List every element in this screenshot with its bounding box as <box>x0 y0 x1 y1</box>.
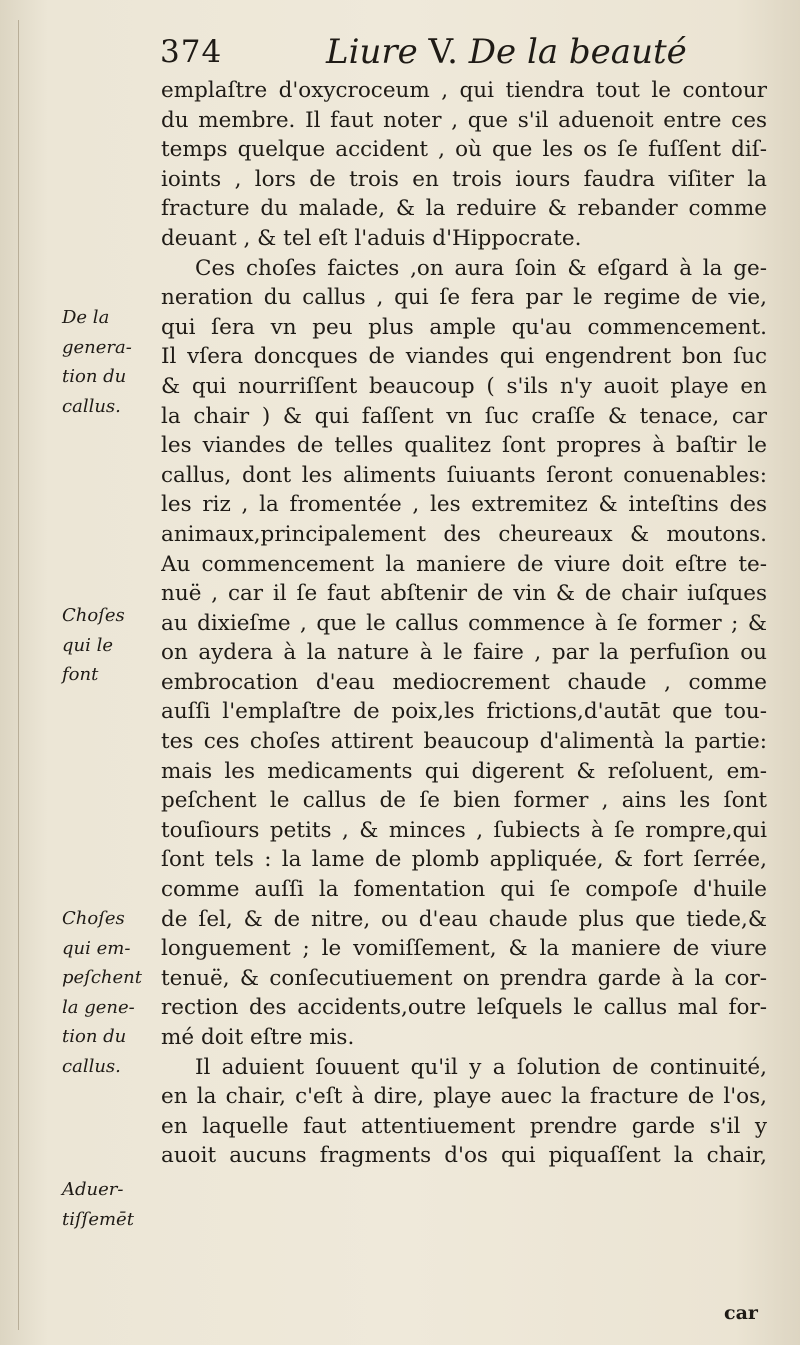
text-line: Au commencement la maniere de viure doit eſtre te- <box>161 551 767 577</box>
text-line: Ces choſes faictes ,on aura ſoin & eſgard à la ge- <box>195 255 767 281</box>
page-number: 374 <box>160 34 223 70</box>
marginal-line: qui em- <box>62 937 131 959</box>
marginal-line: Choſes <box>62 605 125 626</box>
text-line: longuement ; le vomiſſement, & la maniere de viure <box>161 936 767 962</box>
text-line: emplaſtre d'oxycroceum , qui tiendra tout le contour <box>161 78 767 103</box>
text-line: qui ſera vn peu plus ample qu'au commencement. <box>161 314 767 340</box>
text-line: fracture du malade, & la reduire & rebander comme <box>161 196 767 222</box>
inner-margin-rule <box>18 20 19 1330</box>
text-line: temps quelque accident , où que les os ſe fuſſent diſ- <box>161 137 767 163</box>
text-line: comme auſſi la fomentation qui ſe compoſe d'huile <box>161 877 767 903</box>
marginal-line: tion du <box>62 366 127 388</box>
marginal-line: Aduer- <box>62 1179 124 1200</box>
text-line: Il aduient ſouuent qu'il y a ſolution de continuité, <box>195 1054 767 1080</box>
text-line: on aydera à la nature à le faire , par la perfuſion ou <box>161 640 767 666</box>
text-line: les riz , la fromentée , les extremitez & inteſtins des <box>161 492 767 518</box>
marginal-line: Choſes <box>62 908 125 929</box>
marginal-note-generation-callus <box>62 303 158 421</box>
text-line: callus, dont les aliments ſuiuants ſeront conuenables: <box>161 462 767 488</box>
body-text <box>161 76 767 1171</box>
marginal-line: tion du <box>62 1026 127 1048</box>
text-line: ſont tels : la lame de plomb appliquée, & fort ſerrée, <box>161 847 767 873</box>
catchword: car <box>724 1302 758 1324</box>
text-line: & qui nourriſſent beaucoup ( s'ils n'y auoit playe en <box>161 373 767 399</box>
text-line: au dixieſme , que le callus commence à ſe former ; & <box>161 610 767 636</box>
page-header <box>160 30 770 80</box>
marginal-line: callus. <box>62 1055 121 1077</box>
marginal-line: qui le <box>62 634 114 656</box>
text-line: tenuë, & conſecutiuement on prendra garde à la cor- <box>161 965 767 991</box>
running-title-word: Liure <box>326 32 418 72</box>
marginal-line: la gene- <box>62 996 135 1018</box>
marginal-note-choses-qui-empeschent <box>62 904 158 1082</box>
text-line: de ſel, & de nitre, ou d'eau chaude plus que tiede,& <box>161 906 767 932</box>
text-line: deuant , & tel eſt l'aduis d'Hippocrate. <box>161 225 582 251</box>
text-line: auſſi l'emplaſtre de poix,les frictions,d'autāt que tou- <box>161 699 767 725</box>
text-line: mé doit eſtre mis. <box>161 1025 355 1050</box>
marginal-line: font <box>62 664 99 686</box>
text-line: embrocation d'eau mediocrement chaude , comme <box>161 669 767 695</box>
running-title-rest: De la beauté <box>468 32 687 72</box>
marginal-line: genera- <box>62 336 132 358</box>
running-title <box>326 32 687 72</box>
marginal-note-advertissement <box>62 1175 158 1234</box>
marginal-line: peſchent <box>62 967 142 989</box>
text-line: Il vſera doncques de viandes qui engendrent bon ſuc <box>161 344 767 370</box>
text-line: en laquelle faut attentiuement prendre garde s'il y <box>161 1113 767 1139</box>
text-line: neration du callus , qui ſe fera par le regime de vie, <box>161 285 767 311</box>
text-line: nuë , car il ſe faut abſtenir de vin & de chair iuſques <box>161 581 767 607</box>
marginal-line: De la <box>62 307 110 328</box>
text-line: peſchent le callus de ſe bien former , ains les ſont <box>161 788 767 814</box>
text-line: rection des accidents,outre leſquels le callus mal for- <box>161 995 767 1021</box>
text-line: du membre. Il faut noter , que s'il aduenoit entre ces <box>161 107 767 133</box>
text-line: auoit aucuns fragments d'os qui piquaſſent la chair, <box>161 1143 767 1169</box>
text-line: les viandes de telles qualitez ſont propres à baſtir le <box>161 433 767 459</box>
text-line: tes ces choſes attirent beaucoup d'alimentà la partie: <box>161 729 767 755</box>
text-line: touſiours petits , & minces , ſubiects à ſe rompre,qui <box>161 817 767 843</box>
text-line: la chair ) & qui faſſent vn ſuc craſſe & tenace, car <box>161 403 767 429</box>
text-line: mais les medicaments qui digerent & reſoluent, em- <box>161 758 767 784</box>
running-title-numeral: V. <box>428 32 458 72</box>
text-line: ioints , lors de trois en trois iours faudra viſiter la <box>161 166 767 192</box>
marginal-note-choses-qui-le-font <box>62 601 158 690</box>
text-line: animaux,principalement des cheureaux & moutons. <box>161 521 767 547</box>
marginal-line: tiſſemēt <box>62 1208 134 1230</box>
marginal-line: callus. <box>62 395 121 417</box>
text-line: en la chair, c'eſt à dire, playe auec la fracture de l'os, <box>161 1084 767 1110</box>
